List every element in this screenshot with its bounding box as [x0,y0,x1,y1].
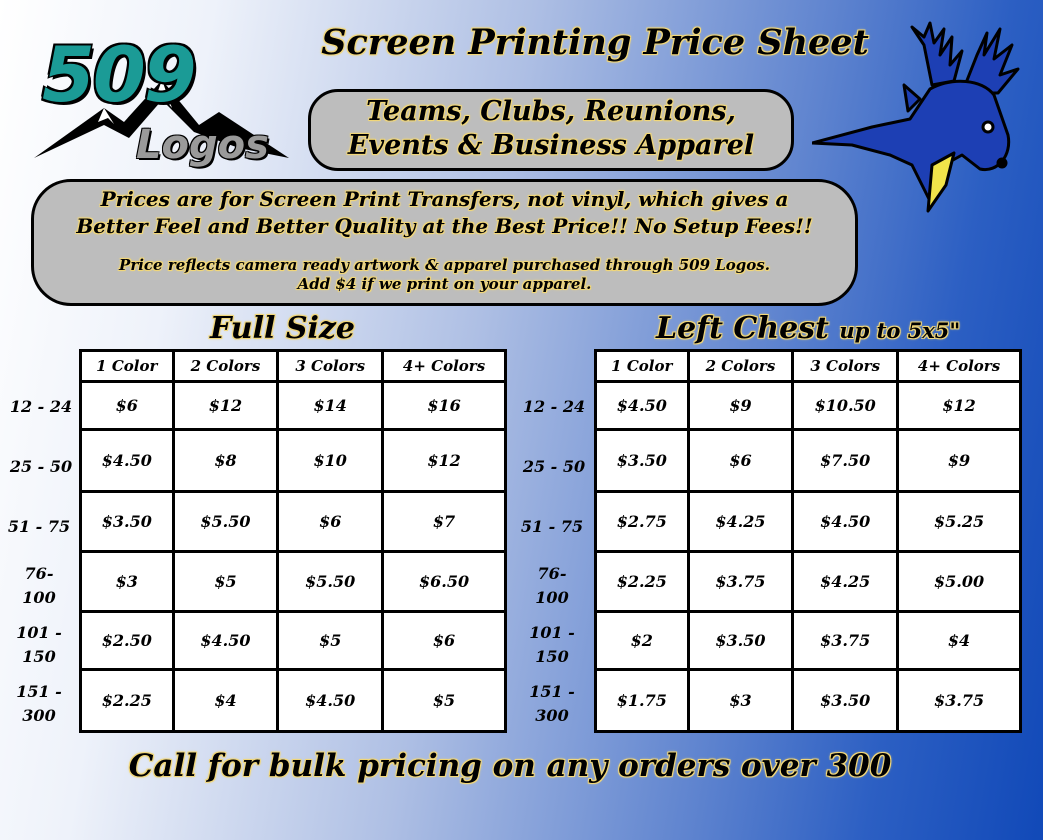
full-size-qty-label [0,680,78,728]
table-row [81,382,506,430]
subtitle-line-1: Teams, Clubs, Reunions, [366,96,736,127]
price-cell: $5.50 [278,552,383,612]
full-size-qty-label-a: 151 - [16,682,62,701]
column-header: 4+ Colors [898,351,1021,382]
full-size-price-table [79,349,507,733]
full-size-qty-label-a: 76- [24,564,54,583]
left-chest-qty-label: 25 - 50 [522,457,586,476]
price-cell: $2 [596,612,689,670]
price-cell: $9 [688,382,793,430]
price-cell: $8 [173,430,278,492]
left-chest-qty-label-a: 76- [537,564,567,583]
price-cell: $3.75 [688,552,793,612]
price-cell: $5 [278,612,383,670]
column-header: 1 Color [81,351,174,382]
price-cell: $3.75 [898,670,1021,732]
price-cell: $5 [173,552,278,612]
info-line-4: Add $4 if we print on your apparel. [297,275,592,293]
column-header: 3 Colors [793,351,898,382]
price-cell: $12 [383,430,506,492]
table-row [81,552,506,612]
subtitle-line-2: Events & Business Apparel [347,130,755,161]
logo-word: Logos [136,122,269,168]
price-cell: $3.50 [81,492,174,552]
table-row [81,670,506,732]
page-title: Screen Printing Price Sheet [321,22,869,63]
table-row [596,612,1021,670]
left-chest-qty-label: 51 - 75 [520,517,584,536]
table-header-row [596,351,1021,382]
left-chest-qty-label-b: 100 [535,588,569,607]
price-cell: $2.75 [596,492,689,552]
left-chest-qty-label [513,562,591,610]
full-size-qty-label-b: 100 [22,588,56,607]
price-cell: $9 [898,430,1021,492]
price-cell: $6.50 [383,552,506,612]
price-cell: $5.50 [173,492,278,552]
full-size-qty-label [0,562,78,610]
price-cell: $4.25 [793,552,898,612]
price-cell: $7 [383,492,506,552]
left-chest-qty-label [513,680,591,728]
price-cell: $4.50 [173,612,278,670]
column-header: 2 Colors [173,351,278,382]
full-size-qty-label [0,621,78,669]
price-cell: $4.25 [688,492,793,552]
full-size-qty-label-b: 150 [22,647,56,666]
info-line-3: Price reflects camera ready artwork & apparel purchased through 509 Logos. [119,256,770,274]
left-chest-qty-label-b: 300 [535,706,569,725]
price-cell: $14 [278,382,383,430]
price-cell: $4.50 [81,430,174,492]
price-cell: $3.75 [793,612,898,670]
full-size-qty-label: 12 - 24 [9,397,73,416]
price-cell: $6 [688,430,793,492]
left-chest-qty-label: 12 - 24 [522,397,586,416]
price-cell: $7.50 [793,430,898,492]
info-box [31,179,858,306]
left-chest-qty-label-b: 150 [535,647,569,666]
table-row [81,612,506,670]
full-size-qty-label-b: 300 [22,706,56,725]
price-cell: $4.50 [793,492,898,552]
price-cell: $5.00 [898,552,1021,612]
price-cell: $1.75 [596,670,689,732]
table-row [81,492,506,552]
column-header: 2 Colors [688,351,793,382]
price-cell: $12 [898,382,1021,430]
price-cell: $3.50 [596,430,689,492]
price-cell: $2.25 [81,670,174,732]
left-chest-qty-label-a: 101 - [529,623,575,642]
table-row [596,552,1021,612]
left-chest-qty-label-a: 151 - [529,682,575,701]
price-cell: $3 [688,670,793,732]
left-chest-heading-sub: up to 5x5" [839,318,961,343]
full-size-qty-label-a: 101 - [16,623,62,642]
price-cell: $3.50 [688,612,793,670]
info-line-2: Better Feel and Better Quality at the Best Price!! No Setup Fees!! [76,214,813,238]
column-header: 4+ Colors [383,351,506,382]
price-cell: $2.50 [81,612,174,670]
footer-call-to-action: Call for bulk pricing on any orders over 300 [128,748,892,784]
table-row [596,382,1021,430]
full-size-qty-label: 51 - 75 [7,517,71,536]
price-cell: $10.50 [793,382,898,430]
column-header: 3 Colors [278,351,383,382]
price-cell: $5 [383,670,506,732]
price-cell: $6 [383,612,506,670]
price-cell: $6 [278,492,383,552]
subtitle-box [308,89,794,171]
price-cell: $2.25 [596,552,689,612]
left-chest-heading-title: Left Chest [656,311,829,346]
full-size-qty-label: 25 - 50 [9,457,73,476]
price-cell: $4 [898,612,1021,670]
price-cell: $3 [81,552,174,612]
column-header: 1 Color [596,351,689,382]
left-chest-heading [656,311,960,346]
price-cell: $4 [173,670,278,732]
table-row [596,430,1021,492]
price-cell: $4.50 [278,670,383,732]
table-row [596,492,1021,552]
brand-logo [34,30,299,170]
price-cell: $12 [173,382,278,430]
price-cell: $5.25 [898,492,1021,552]
left-chest-price-table [594,349,1022,733]
info-line-1: Prices are for Screen Print Transfers, not vinyl, which gives a [100,187,789,211]
price-cell: $16 [383,382,506,430]
table-header-row [81,351,506,382]
price-cell: $6 [81,382,174,430]
price-cell: $3.50 [793,670,898,732]
logo-number: 509 [42,30,195,119]
left-chest-qty-label [513,621,591,669]
table-row [81,430,506,492]
price-cell: $4.50 [596,382,689,430]
price-cell: $10 [278,430,383,492]
table-row [596,670,1021,732]
full-size-heading: Full Size [210,311,356,346]
